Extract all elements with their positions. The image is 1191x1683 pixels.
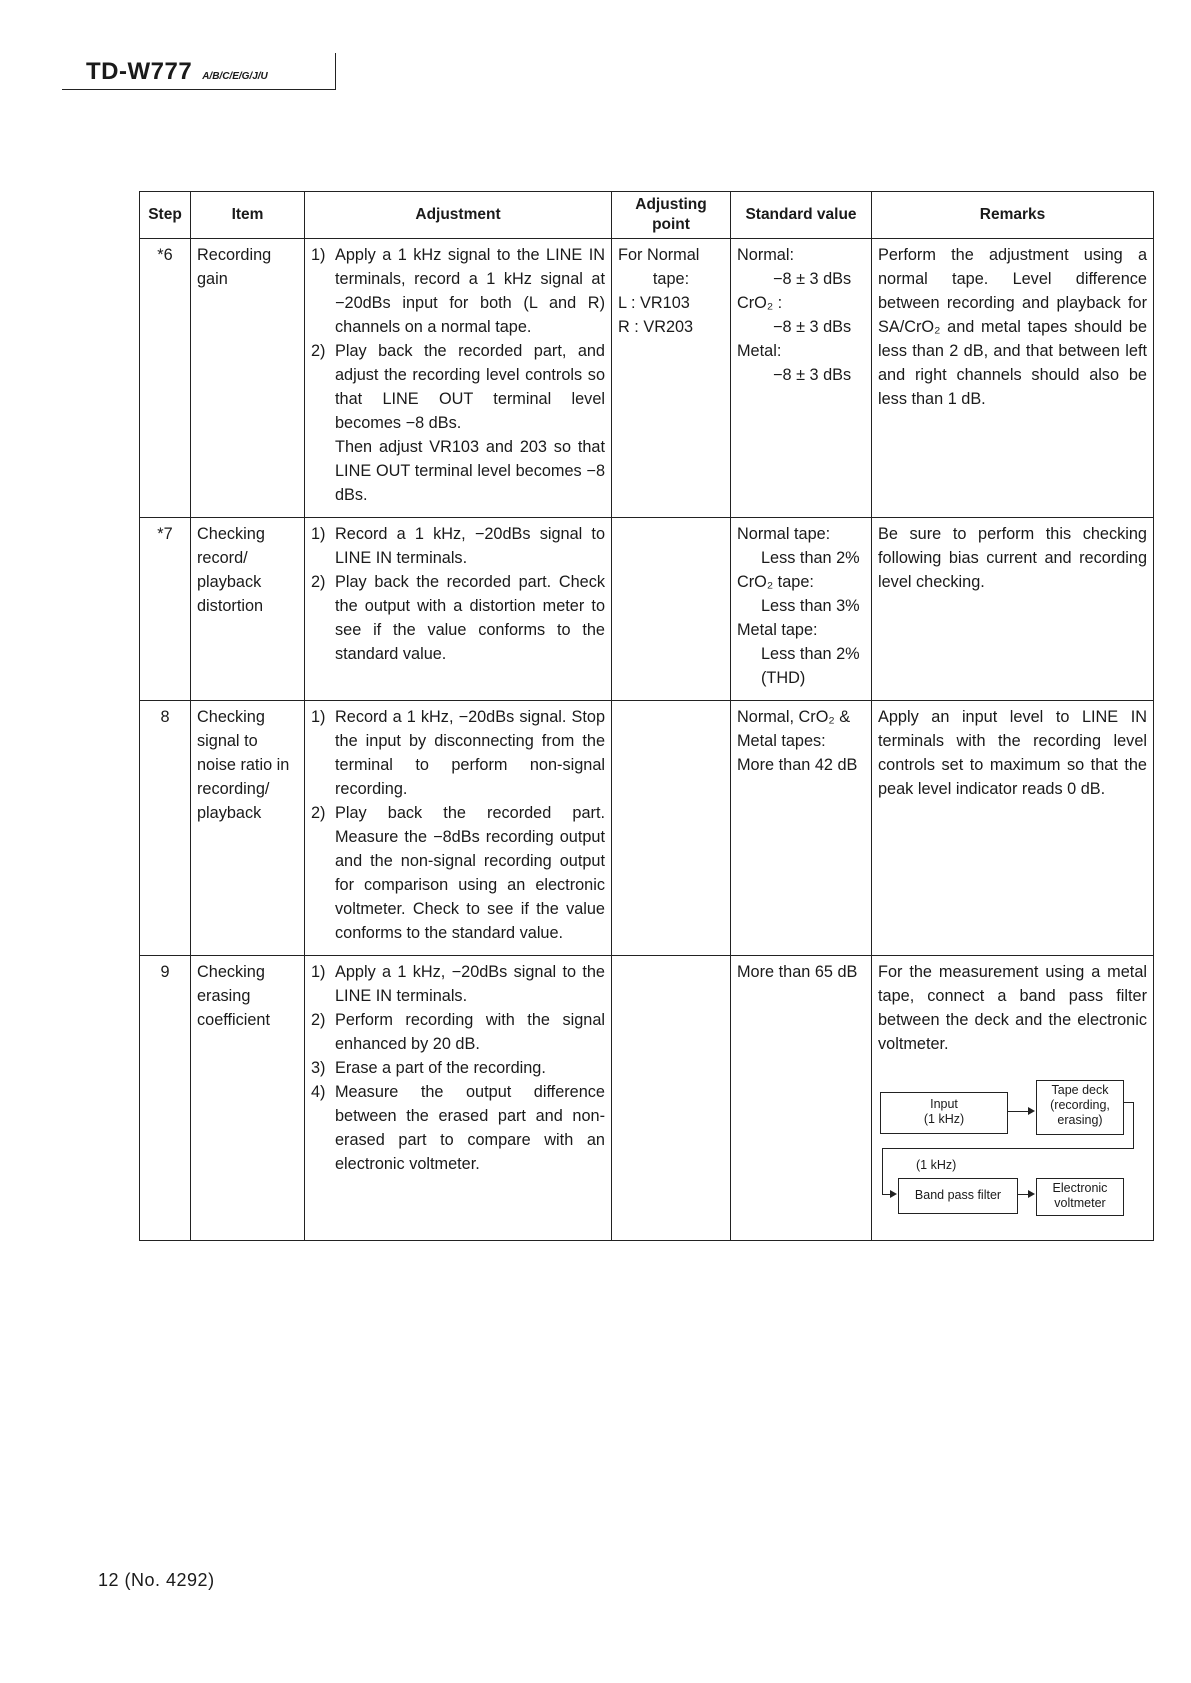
adjustment-step: Then adjust VR103 and 203 so that LINE OUT terminal level becomes −8 dBs. [335, 438, 605, 504]
page-header [86, 58, 268, 86]
standard-value-cell: Normal: −8 ± 3 dBs CrO₂ : −8 ± 3 dBs Metal: −8 ± 3 dBs [731, 239, 872, 518]
adjustment-step: 1) Record a 1 kHz, −20dBs signal to LINE IN terminals. [311, 525, 605, 567]
connector-line [1133, 1102, 1134, 1148]
adjustment-cell [305, 518, 612, 701]
arrow-icon [890, 1190, 897, 1198]
adjustment-cell [305, 239, 612, 518]
electronic-voltmeter-box: Electronic voltmeter [1036, 1178, 1124, 1216]
connector-line [1008, 1111, 1030, 1112]
table-row [140, 701, 1154, 956]
header-rule-vertical [335, 53, 336, 90]
adjustment-step: 4) Measure the output difference between the erased part and non-erased part to compare with an electronic voltmeter. [311, 1083, 605, 1173]
remarks-cell: Be sure to perform this checking following bias current and recording level checking. [872, 518, 1154, 701]
model-number: TD-W777 [86, 58, 193, 85]
adjustment-step: 1) Record a 1 kHz, −20dBs signal. Stop the input by disconnecting from the terminal to perform non-signal recording. [311, 708, 605, 798]
page-number: 12 (No. 4292) [98, 1570, 215, 1590]
remarks-cell: Perform the adjustment using a normal tape. Level difference between recording and playback for SA/CrO₂ and metal tapes should be less than 2 dB, and that between left and right channels should also be less than 1 dB. [872, 239, 1154, 518]
col-header-adjustment: Adjustment [305, 192, 612, 239]
adjusting-point-cell [612, 518, 731, 701]
col-header-step: Step [140, 192, 191, 239]
header-rule [62, 89, 335, 90]
remarks-text: For the measurement using a metal tape, connect a band pass filter between the deck and the electronic voltmeter. [878, 963, 1147, 1053]
adjustment-step: 1) Apply a 1 kHz, −20dBs signal to the LINE IN terminals. [311, 963, 605, 1005]
adjustment-table [139, 191, 1154, 1241]
item-cell: Checking erasing coefficient [191, 956, 305, 1241]
band-pass-filter-box: Band pass filter [898, 1178, 1018, 1214]
arrow-icon [1028, 1190, 1035, 1198]
col-header-adjusting-point: Adjusting point [612, 192, 731, 239]
adjusting-point-cell [612, 956, 731, 1241]
frequency-label: (1 kHz) [916, 1158, 957, 1172]
step-cell: 9 [140, 956, 191, 1241]
col-header-item: Item [191, 192, 305, 239]
input-box: Input (1 kHz) [880, 1092, 1008, 1134]
item-cell: Recording gain [191, 239, 305, 518]
adjustment-step: 2) Play back the recorded part. Measure the −8dBs recording output and the non-signal recording output for comparison using an electronic voltmeter. Check to see if the value conforms to the standard value. [311, 804, 605, 942]
arrow-icon [1028, 1107, 1035, 1115]
standard-value-cell: Normal, CrO₂ & Metal tapes: More than 42 dB [731, 701, 872, 956]
remarks-cell: Apply an input level to LINE IN terminals with the recording level controls set to maximum so that the peak level indicator reads 0 dB. [872, 701, 1154, 956]
adjustment-step: 2) Play back the recorded part, and adjust the recording level controls so that LINE OUT terminal level becomes −8 dBs. [311, 342, 605, 432]
connector-line [882, 1148, 1134, 1149]
adjustment-step: 1) Apply a 1 kHz signal to the LINE IN terminals, record a 1 kHz signal at −20dBs input for both (L and R) channels on a normal tape. [311, 246, 605, 336]
adjustment-step: 2) Perform recording with the signal enhanced by 20 dB. [311, 1011, 605, 1053]
connector-line [882, 1148, 883, 1195]
adjusting-point-cell [612, 701, 731, 956]
standard-value-cell: Normal tape: Less than 2% CrO₂ tape: Less than 3% Metal tape: Less than 2% (THD) [731, 518, 872, 701]
model-variants: A/B/C/E/G/J/U [202, 71, 268, 82]
tape-deck-box: Tape deck (recording, erasing) [1036, 1080, 1124, 1135]
table-row [140, 956, 1154, 1241]
standard-value-cell: More than 65 dB [731, 956, 872, 1241]
adjustment-cell [305, 701, 612, 956]
table-row [140, 239, 1154, 518]
item-cell: Checking record/ playback distortion [191, 518, 305, 701]
adjustment-cell [305, 956, 612, 1241]
item-cell: Checking signal to noise ratio in recording/ playback [191, 701, 305, 956]
adjustment-step: 2) Play back the recorded part. Check the output with a distortion meter to see if the value conforms to the standard value. [311, 573, 605, 663]
col-header-standard-value: Standard value [731, 192, 872, 239]
adjusting-point-cell: For Normal tape: L : VR103 R : VR203 [612, 239, 731, 518]
col-header-remarks: Remarks [872, 192, 1154, 239]
step-cell: *7 [140, 518, 191, 701]
table-row [140, 518, 1154, 701]
table-header-row [140, 192, 1154, 239]
remarks-cell [872, 956, 1154, 1241]
adjustment-step: 3) Erase a part of the recording. [311, 1059, 546, 1077]
step-cell: *6 [140, 239, 191, 518]
measurement-diagram [878, 1078, 1128, 1230]
step-cell: 8 [140, 701, 191, 956]
